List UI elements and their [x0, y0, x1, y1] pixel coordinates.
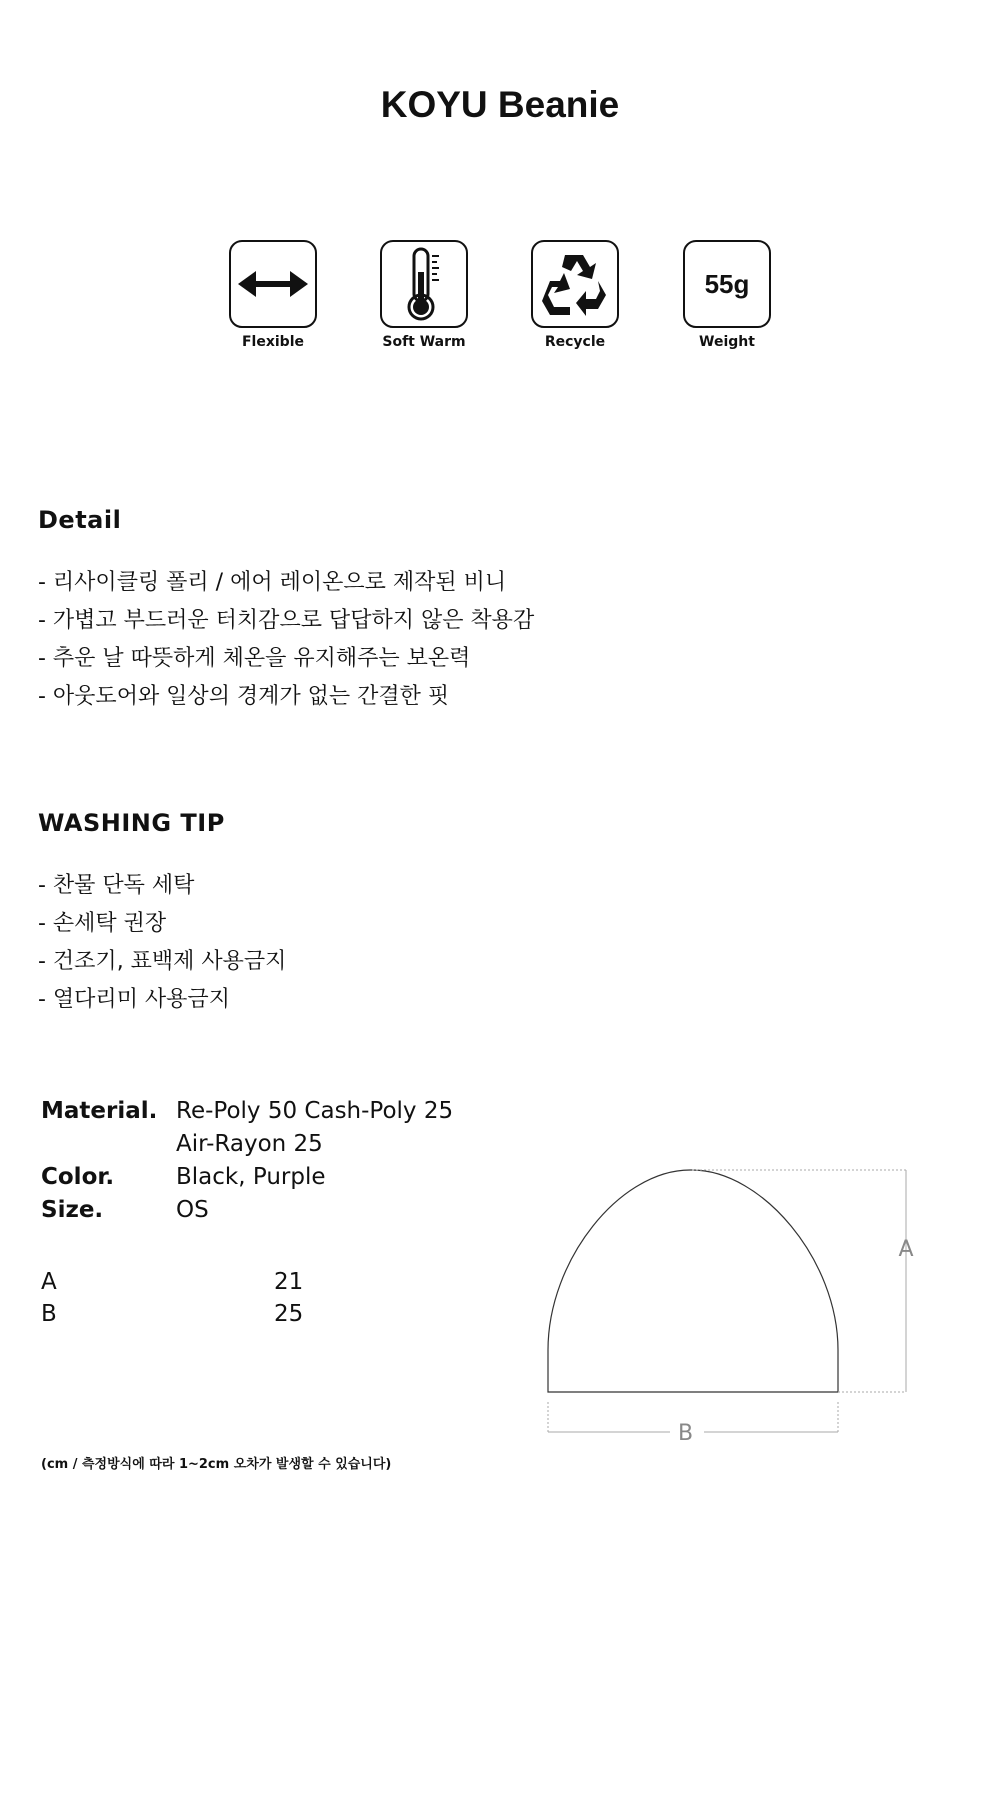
- measure-label-b: B: [41, 1301, 57, 1327]
- dimension-label-a: A: [898, 1237, 914, 1262]
- feature-flexible: [203, 240, 343, 350]
- size-label: Size.: [41, 1197, 104, 1223]
- product-title: KOYU Beanie: [380, 84, 620, 125]
- feature-recycle: [505, 240, 645, 350]
- double-arrow-icon: [229, 240, 317, 328]
- list-item: - 찬물 단독 세탁: [38, 873, 195, 898]
- weight-value: 55g: [704, 268, 750, 299]
- list-item: - 열다리미 사용금지: [38, 987, 230, 1012]
- weight-icon: [683, 240, 771, 328]
- thermometer-icon: [380, 240, 468, 328]
- list-item: - 건조기, 표백제 사용금지: [38, 949, 287, 974]
- measure-label-a: A: [41, 1269, 57, 1295]
- measurement-note: (cm / 측정방식에 따라 1~2cm 오차가 발생할 수 있습니다): [41, 1457, 392, 1472]
- list-item: - 리사이클링 폴리 / 에어 레이온으로 제작된 비니: [38, 570, 507, 595]
- dimension-label-b: B: [678, 1421, 694, 1446]
- measure-value-a: 21: [274, 1269, 304, 1295]
- washing-heading: WASHING TIP: [38, 809, 225, 837]
- detail-heading: Detail: [38, 506, 122, 534]
- beanie-outline: [548, 1170, 838, 1392]
- washing-list: [38, 867, 286, 1019]
- list-item: - 아웃도어와 일상의 경계가 없는 간결한 핏: [38, 684, 450, 709]
- material-value-continued: Air-Rayon 25: [176, 1131, 323, 1157]
- list-item: - 손세탁 권장: [38, 911, 167, 936]
- measurement-table: [41, 1266, 303, 1330]
- material-label: Material.: [41, 1098, 158, 1124]
- measure-value-b: 25: [274, 1301, 304, 1327]
- feature-label: Weight: [699, 334, 755, 350]
- recycle-icon: [531, 240, 619, 328]
- feature-soft-warm: [354, 240, 494, 350]
- color-label: Color.: [41, 1164, 115, 1190]
- list-item: - 추운 날 따뜻하게 체온을 유지해주는 보온력: [38, 646, 471, 671]
- list-item: - 가볍고 부드러운 터치감으로 답답하지 않은 착용감: [38, 608, 535, 633]
- beanie-size-diagram: [540, 1150, 920, 1474]
- feature-weight: [657, 240, 797, 350]
- detail-list: [38, 564, 534, 716]
- feature-label: Flexible: [241, 334, 304, 350]
- size-value: OS: [176, 1197, 209, 1223]
- material-value: Re-Poly 50 Cash-Poly 25: [176, 1098, 454, 1124]
- color-value: Black, Purple: [176, 1164, 326, 1190]
- spec-table: [41, 1095, 453, 1227]
- feature-label: Recycle: [544, 334, 606, 350]
- feature-label: Soft Warm: [382, 334, 466, 350]
